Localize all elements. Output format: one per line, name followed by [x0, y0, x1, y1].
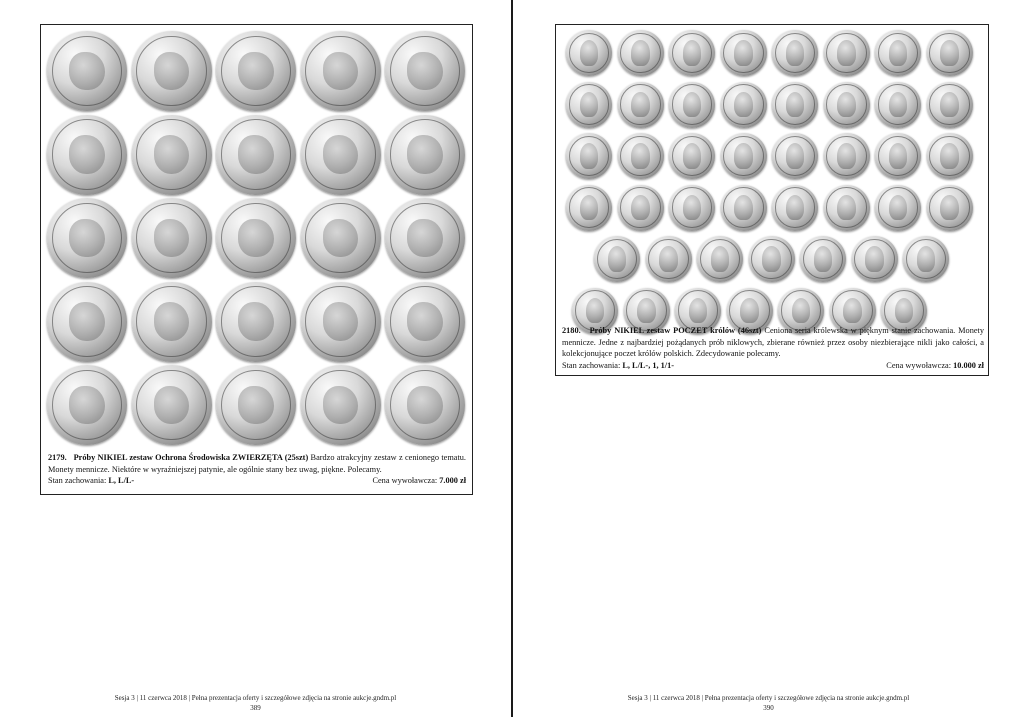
lot-description-text: Ceniona seria królewska w pięknym stanie zachowania. Monety mennicze. Jedne z najbardziej pożądanych prób niklowych, zbierane również przez osoby niezbierające nikli jako całości, a kolekcjonujące poczet królów polskich. Zdecydowanie polecamy.	[562, 326, 984, 359]
lot-2180-box	[555, 24, 989, 376]
king-portrait-coin	[875, 30, 921, 76]
king-portrait-coin	[721, 133, 767, 179]
king-portrait-coin	[618, 82, 664, 128]
king-portrait-coin	[566, 82, 612, 128]
animal-coin	[132, 115, 212, 195]
price-label: Cena wywoławcza:	[886, 360, 952, 370]
lot-description-text: Bardzo atrakcyjny zestaw z cenionego tematu. Monety mennicze. Niektóre w wyraźniejszej patynie, ale ogólnie stany bez uwag, piękne. Polecamy.	[48, 453, 467, 474]
catalog-page-right	[513, 0, 1024, 717]
king-portrait-coin	[824, 82, 870, 128]
king-portrait-coin	[618, 30, 664, 76]
price-value: 10.000 zł	[953, 360, 984, 370]
lot-number: 2180.	[562, 326, 581, 335]
king-portrait-coin	[618, 133, 664, 179]
animal-coin	[132, 282, 212, 362]
king-portrait-coin	[772, 82, 818, 128]
king-portrait-coin	[721, 82, 767, 128]
king-portrait-coin	[566, 185, 612, 231]
king-portrait-coin	[927, 82, 973, 128]
condition-label: Stan zachowania:	[48, 476, 107, 486]
king-portrait-coin	[669, 30, 715, 76]
condition-label: Stan zachowania:	[562, 360, 621, 370]
page-footer	[0, 693, 511, 713]
page-number: 390	[763, 704, 774, 712]
animal-coin	[47, 365, 127, 445]
animal-coin	[301, 115, 381, 195]
lot-title: Próby NIKIEL zestaw POCZET królów (46szt)	[589, 326, 762, 335]
lot-2180-description	[562, 325, 984, 371]
king-portrait-coin	[927, 133, 973, 179]
king-portrait-coin	[824, 30, 870, 76]
king-portrait-coin	[772, 30, 818, 76]
animal-coin	[216, 365, 296, 445]
animal-coin	[301, 282, 381, 362]
king-portrait-coin	[566, 133, 612, 179]
animal-coin	[47, 282, 127, 362]
king-portrait-coin	[852, 236, 898, 282]
condition-value: L, L/L-, 1, 1/1-	[622, 360, 675, 370]
king-portrait-coin	[772, 133, 818, 179]
animal-coin	[216, 31, 296, 111]
king-portrait-coin	[824, 133, 870, 179]
king-portrait-coin	[566, 30, 612, 76]
animal-coin	[47, 115, 127, 195]
king-portrait-coin	[594, 236, 640, 282]
king-portrait-coin	[903, 236, 949, 282]
king-portrait-coin	[749, 236, 795, 282]
king-portrait-coin	[824, 185, 870, 231]
animal-coin	[385, 282, 465, 362]
page-number: 389	[250, 704, 261, 712]
price-value: 7.000 zł	[439, 476, 466, 486]
animal-coin	[301, 365, 381, 445]
animal-coin	[132, 365, 212, 445]
animal-coin	[132, 198, 212, 278]
king-portrait-coin	[669, 133, 715, 179]
lot-title: Próby NIKIEL zestaw Ochrona Środowiska ZWIERZĘTA (25szt)	[73, 453, 309, 462]
footer-line: Sesja 3 | 11 czerwca 2018 | Pełna prezentacja oferty i szczegółowe zdjęcia na stronie aukcje.gndm.pl	[114, 694, 397, 702]
king-portrait-coin	[875, 185, 921, 231]
king-portrait-coin	[669, 82, 715, 128]
king-portrait-coin	[669, 185, 715, 231]
animal-coin	[216, 282, 296, 362]
lot-2179-description	[48, 452, 466, 487]
animal-coin	[301, 31, 381, 111]
animal-coin	[385, 198, 465, 278]
page-footer	[513, 693, 1024, 713]
king-portrait-coin	[721, 30, 767, 76]
king-portrait-coin	[875, 82, 921, 128]
lot-number: 2179.	[48, 453, 67, 462]
king-portrait-coin	[927, 30, 973, 76]
price-label: Cena wywoławcza:	[372, 476, 438, 486]
footer-line: Sesja 3 | 11 czerwca 2018 | Pełna prezentacja oferty i szczegółowe zdjęcia na stronie aukcje.gndm.pl	[627, 694, 910, 702]
animal-coin	[216, 115, 296, 195]
king-portrait-coin	[618, 185, 664, 231]
animal-coin	[385, 31, 465, 111]
king-portrait-coin	[927, 185, 973, 231]
king-portrait-coin	[875, 133, 921, 179]
king-portrait-coin	[697, 236, 743, 282]
animal-coin	[385, 365, 465, 445]
king-portrait-coin	[800, 236, 846, 282]
king-portrait-coin	[646, 236, 692, 282]
animal-coin	[385, 115, 465, 195]
king-portrait-coin	[721, 185, 767, 231]
animal-coin	[301, 198, 381, 278]
lot-2179-box	[40, 24, 473, 495]
catalog-page-left	[0, 0, 511, 717]
animal-coin	[132, 31, 212, 111]
animal-coin	[47, 198, 127, 278]
animal-coin	[216, 198, 296, 278]
condition-value: L, L/L-	[108, 476, 135, 486]
animal-coin	[47, 31, 127, 111]
king-portrait-coin	[772, 185, 818, 231]
